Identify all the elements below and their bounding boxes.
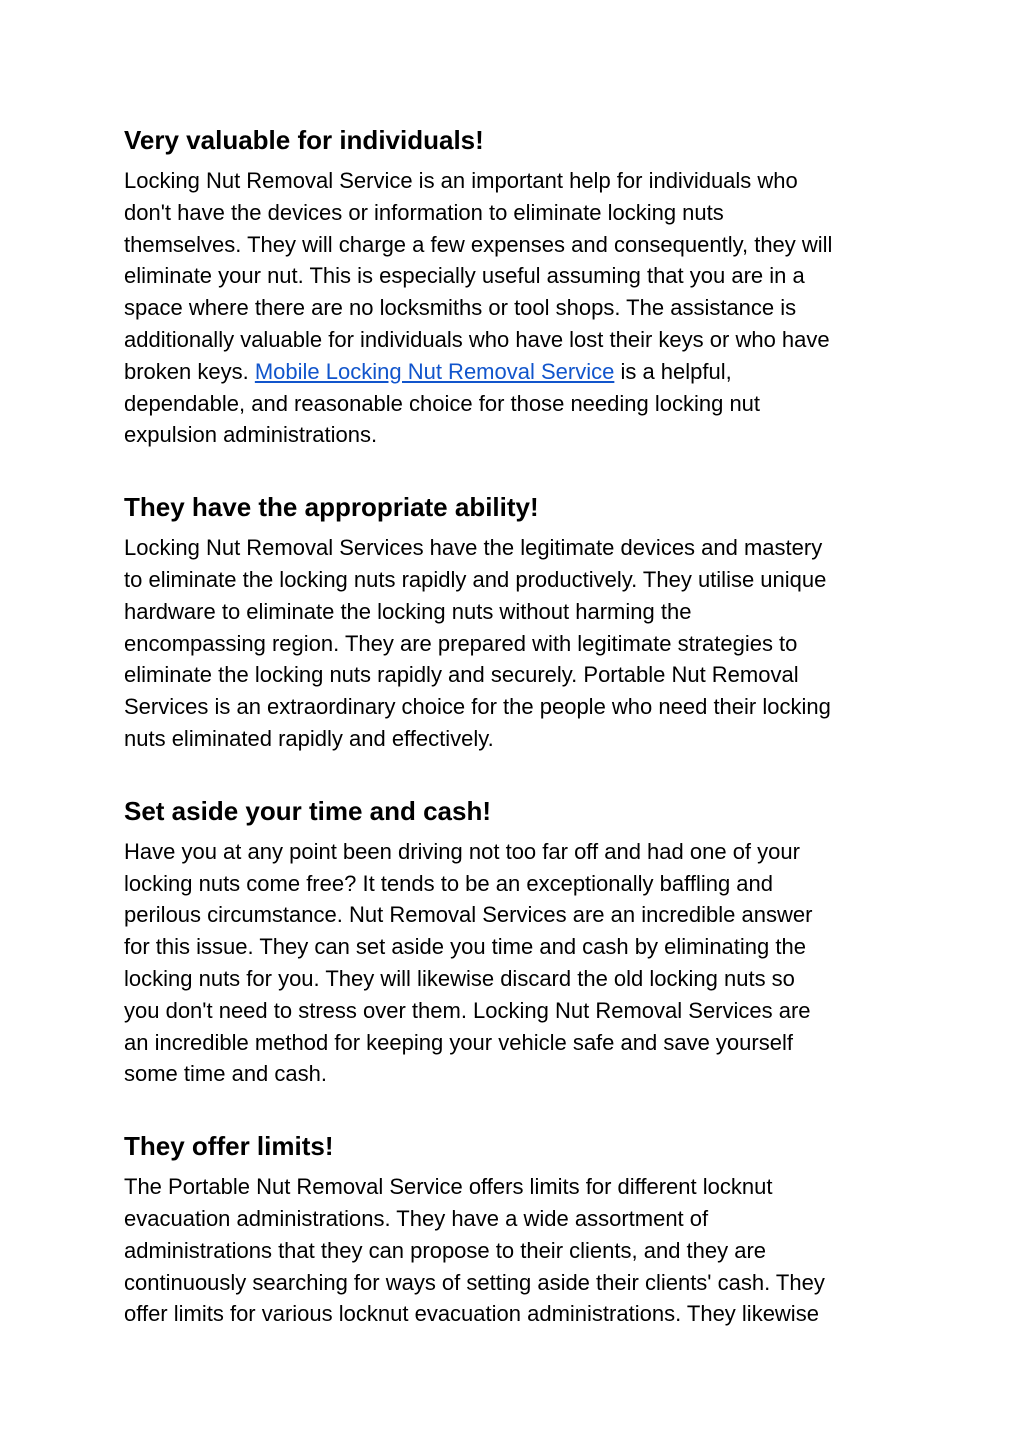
paragraph-line: Services is an extraordinary choice for the people who need their locking [124, 694, 831, 720]
paragraph-line: an incredible method for keeping your vehicle safe and save yourself [124, 1029, 793, 1055]
paragraph-line: encompassing region. They are prepared with legitimate strategies to [124, 630, 798, 656]
section-heading-1: Very valuable for individuals! [124, 125, 484, 155]
paragraph-line-with-link [124, 356, 914, 388]
paragraph-line: perilous circumstance. Nut Removal Services are an incredible answer [124, 902, 813, 928]
section-heading-4: They offer limits! [124, 1131, 334, 1162]
paragraph-line: hardware to eliminate the locking nuts without harming the [124, 598, 692, 624]
link-line-before: broken keys. [124, 358, 255, 384]
section-spacer [124, 451, 914, 488]
mobile-locking-nut-removal-link[interactable]: Mobile Locking Nut Removal Service [254, 358, 615, 384]
paragraph-line: for this issue. They can set aside you time and cash by eliminating the [124, 934, 806, 960]
paragraph-line: don't have the devices or information to eliminate locking nuts [124, 199, 724, 225]
paragraph-line: Locking Nut Removal Service is an important help for individuals who [124, 168, 798, 193]
paragraph-line: additionally valuable for individuals who have lost their keys or who have [124, 326, 830, 352]
link-line-after: is a helpful, [614, 358, 732, 384]
section-spacer [124, 755, 914, 792]
section-spacer [124, 1090, 914, 1127]
section-heading-3: Set aside your time and cash! [124, 795, 492, 826]
section-paragraph-1 [124, 165, 914, 451]
paragraph-line: dependable, and reasonable choice for those needing locking nut [124, 390, 761, 416]
paragraph-line: evacuation administrations. They have a wide assortment of [124, 1205, 709, 1231]
paragraph-line: The Portable Nut Removal Service offers limits for different locknut [124, 1174, 773, 1200]
paragraph-line: locking nuts for you. They will likewise discard the old locking nuts so [124, 965, 795, 991]
paragraph-line: themselves. They will charge a few expenses and consequently, they will [124, 231, 833, 257]
section-paragraph-4 [124, 1171, 914, 1330]
paragraph-line: continuously searching for ways of setting aside their clients' cash. They [124, 1269, 825, 1295]
section-paragraph-2 [124, 532, 914, 755]
section-heading-2: They have the appropriate ability! [124, 492, 539, 523]
paragraph-line: you don't need to stress over them. Locking Nut Removal Services are [124, 997, 811, 1023]
paragraph-line: to eliminate the locking nuts rapidly and productively. They utilise unique [124, 566, 827, 592]
paragraph-line: Have you at any point been driving not too far off and had one of your [124, 838, 800, 864]
paragraph-line: expulsion administrations. [124, 422, 378, 448]
paragraph-line: some time and cash. [124, 1061, 327, 1087]
paragraph-line: nuts eliminated rapidly and effectively. [124, 725, 494, 751]
section-paragraph-3 [124, 836, 914, 1090]
paragraph-line: administrations that they can propose to their clients, and they are [124, 1237, 767, 1263]
paragraph-line: locking nuts come free? It tends to be an exceptionally baffling and [124, 870, 774, 896]
paragraph-line: Locking Nut Removal Services have the legitimate devices and mastery [124, 535, 823, 561]
paragraph-line: offer limits for various locknut evacuation administrations. They likewise [124, 1301, 819, 1327]
paragraph-line: eliminate the locking nuts rapidly and securely. Portable Nut Removal [124, 662, 799, 688]
paragraph-line: space where there are no locksmiths or tool shops. The assistance is [124, 295, 797, 321]
paragraph-line: eliminate your nut. This is especially useful assuming that you are in a [124, 263, 805, 289]
document-page [124, 121, 914, 1330]
